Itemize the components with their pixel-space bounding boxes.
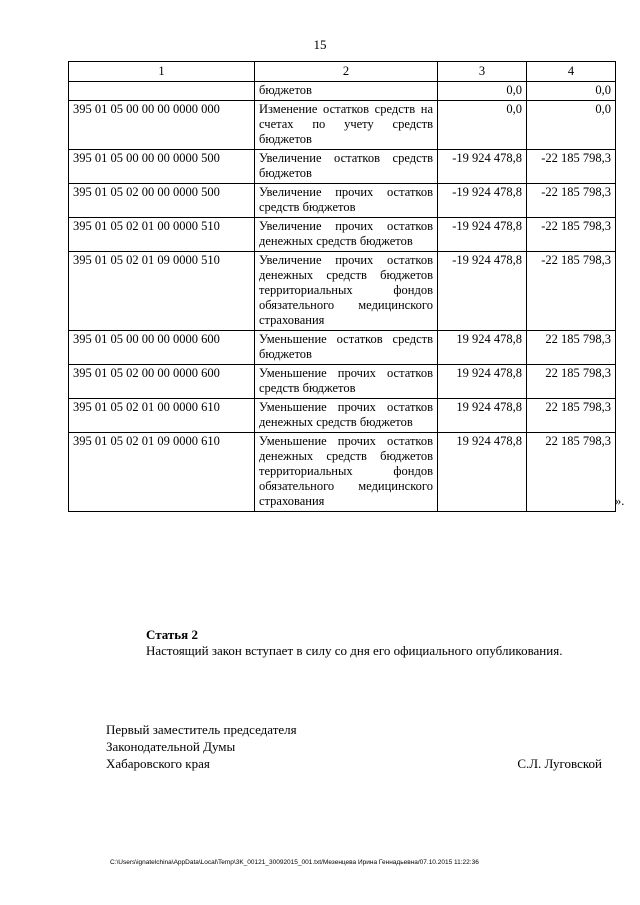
description-cell: Уменьшение прочих остатков денежных средств бюджетов <box>255 399 438 433</box>
description-cell: Увеличение прочих остатков денежных средств бюджетов территориальных фондов обязательного медицинского страхования <box>255 252 438 331</box>
signer-title-line-3: Хабаровского края <box>106 756 210 771</box>
footer-file-path: C:\Users\ignatelchina\AppData\Local\Temp\3K_00121_30092015_001.txt/Мезенцева Ирина Геннадьевна/07.10.2015 11:22:36 <box>110 859 479 866</box>
value-cell-col4: 0,0 <box>527 82 616 101</box>
value-cell-col4: 0,0 <box>527 101 616 150</box>
budget-code-cell: 395 01 05 02 01 00 0000 510 <box>69 218 255 252</box>
signature-block <box>106 721 602 772</box>
budget-code-cell: 395 01 05 02 01 00 0000 610 <box>69 399 255 433</box>
budget-sources-table <box>68 61 625 512</box>
value-cell-col3: 0,0 <box>438 101 527 150</box>
table-row <box>69 82 616 101</box>
value-cell-col3: -19 924 478,8 <box>438 252 527 331</box>
description-cell: Увеличение остатков средств бюджетов <box>255 150 438 184</box>
table-row <box>69 184 616 218</box>
table-row <box>69 365 616 399</box>
value-cell-col4: -22 185 798,3 <box>527 252 616 331</box>
table-row <box>69 433 616 512</box>
value-cell-col4: -22 185 798,3 <box>527 184 616 218</box>
article-2-section <box>146 627 562 659</box>
description-cell: Уменьшение прочих остатков средств бюджетов <box>255 365 438 399</box>
closing-quote-mark: ». <box>615 494 625 508</box>
description-cell: Уменьшение прочих остатков денежных средств бюджетов территориальных фондов обязательного медицинского страхования <box>255 433 438 512</box>
column-header-4: 4 <box>527 62 616 82</box>
budget-code-cell: 395 01 05 02 00 00 0000 600 <box>69 365 255 399</box>
signer-title-line-2: Законодательной Думы <box>106 739 236 754</box>
article-heading: Статья 2 <box>146 627 198 642</box>
value-cell-col3: -19 924 478,8 <box>438 150 527 184</box>
table-header-row <box>69 62 616 82</box>
value-cell-col3: 19 924 478,8 <box>438 399 527 433</box>
signer-name: С.Л. Луговской <box>517 756 602 771</box>
article-text: Настоящий закон вступает в силу со дня его официального опубликования. <box>146 643 563 658</box>
budget-code-cell: 395 01 05 02 00 00 0000 500 <box>69 184 255 218</box>
table-row <box>69 252 616 331</box>
value-cell-col4: -22 185 798,3 <box>527 150 616 184</box>
value-text: 22 185 798,3 <box>545 434 611 448</box>
description-cell: бюджетов <box>255 82 438 101</box>
description-cell: Увеличение прочих остатков средств бюджетов <box>255 184 438 218</box>
value-cell-col4 <box>527 433 625 512</box>
value-cell-col4: 22 185 798,3 <box>527 399 616 433</box>
value-cell-col3: -19 924 478,8 <box>438 218 527 252</box>
column-header-1: 1 <box>69 62 255 82</box>
budget-code-cell: 395 01 05 02 01 09 0000 510 <box>69 252 255 331</box>
table-row <box>69 331 616 365</box>
description-cell: Изменение остатков средств на счетах по учету средств бюджетов <box>255 101 438 150</box>
value-cell-col3: 19 924 478,8 <box>438 433 527 512</box>
table-row <box>69 150 616 184</box>
value-cell-col3: 0,0 <box>438 82 527 101</box>
page-number: 15 <box>313 37 327 52</box>
value-cell-col4: -22 185 798,3 <box>527 218 616 252</box>
value-cell-col4: 22 185 798,3 <box>527 365 616 399</box>
value-cell-col3: 19 924 478,8 <box>438 331 527 365</box>
budget-code-cell: 395 01 05 02 01 09 0000 610 <box>69 433 255 512</box>
value-cell-col4: 22 185 798,3 <box>527 331 616 365</box>
column-header-3: 3 <box>438 62 527 82</box>
table-row <box>69 399 616 433</box>
column-header-2: 2 <box>255 62 438 82</box>
description-cell: Уменьшение остатков средств бюджетов <box>255 331 438 365</box>
budget-code-cell: 395 01 05 00 00 00 0000 000 <box>69 101 255 150</box>
budget-code-cell: 395 01 05 00 00 00 0000 600 <box>69 331 255 365</box>
table-row <box>69 218 616 252</box>
budget-code-cell <box>69 82 255 101</box>
value-cell-col3: -19 924 478,8 <box>438 184 527 218</box>
budget-code-cell: 395 01 05 00 00 00 0000 500 <box>69 150 255 184</box>
value-cell-col3: 19 924 478,8 <box>438 365 527 399</box>
table-row <box>69 101 616 150</box>
description-cell: Увеличение прочих остатков денежных средств бюджетов <box>255 218 438 252</box>
signer-title-line-1: Первый заместитель председателя <box>106 722 297 737</box>
